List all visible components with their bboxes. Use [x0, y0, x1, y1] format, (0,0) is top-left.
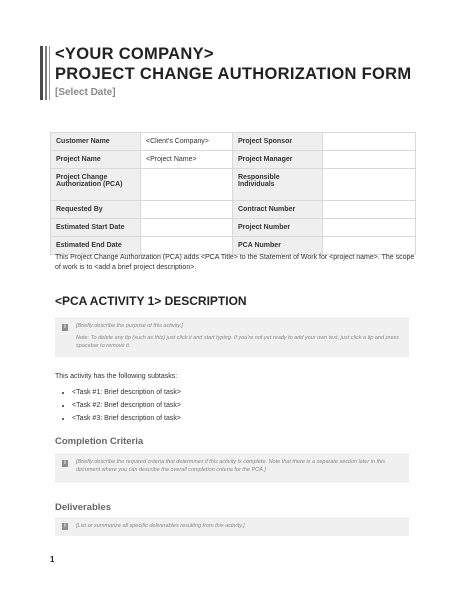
value-customer-name[interactable]: <Client's Company>	[141, 133, 233, 151]
date-picker-field[interactable]: [Select Date]	[55, 87, 116, 98]
completion-criteria-heading[interactable]: Completion Criteria	[55, 436, 144, 447]
list-item[interactable]: • <Task #3: Brief description of task>	[72, 412, 181, 425]
label-customer-name: Customer Name	[51, 133, 141, 151]
task-list	[55, 386, 181, 425]
info-icon: i	[62, 460, 68, 467]
value-estimated-start-date[interactable]	[141, 219, 233, 237]
table-row	[51, 133, 416, 151]
value-project-manager[interactable]	[323, 151, 416, 169]
list-item[interactable]: • <Task #2: Brief description of task>	[72, 399, 181, 412]
value-requested-by[interactable]	[141, 201, 233, 219]
table-row	[51, 219, 416, 237]
deliverables-tip-text: [List or summarize all specific deliverables resulting from this activity.]	[76, 523, 245, 529]
table-row	[51, 201, 416, 219]
label-responsible-individuals: Responsible Individuals	[233, 169, 323, 201]
company-name[interactable]: <YOUR COMPANY>	[55, 45, 214, 63]
label-estimated-start-date: Estimated Start Date	[51, 219, 141, 237]
intro-paragraph[interactable]: This Project Change Authorization (PCA) adds <PCA Title> to the Statement of Work for <project name>. The scope of work is to <add a brief project description>.	[55, 254, 415, 271]
label-pca: Project Change Authorization (PCA)	[51, 169, 141, 201]
deliverables-tip-box[interactable]	[55, 517, 409, 536]
table-row	[51, 237, 416, 255]
label-requested-by: Requested By	[51, 201, 141, 219]
completion-tip-box[interactable]	[55, 453, 409, 483]
label-project-manager: Project Manager	[233, 151, 323, 169]
value-pca-number[interactable]	[323, 237, 416, 255]
info-icon: i	[62, 324, 68, 331]
table-row	[51, 169, 416, 201]
deliverables-heading[interactable]: Deliverables	[55, 502, 111, 513]
activity-tip-box[interactable]	[55, 317, 409, 357]
label-project-name: Project Name	[51, 151, 141, 169]
label-estimated-end-date: Estimated End Date	[51, 237, 141, 255]
value-project-sponsor[interactable]	[323, 133, 416, 151]
label-project-sponsor: Project Sponsor	[233, 133, 323, 151]
activity-tip-note: Note: To delete any tip (such as this) just click it and start typing. If you're not yet ready to add your own text, just click a tip and press spacebar to remove it.	[76, 335, 400, 349]
value-project-number[interactable]	[323, 219, 416, 237]
document-header	[55, 44, 411, 98]
value-pca[interactable]	[141, 169, 233, 201]
project-info-table	[50, 132, 416, 255]
label-pca-number: PCA Number	[233, 237, 323, 255]
list-item[interactable]: • <Task #1: Brief description of task>	[72, 386, 181, 399]
value-estimated-end-date[interactable]	[141, 237, 233, 255]
value-contract-number[interactable]	[323, 201, 416, 219]
form-title[interactable]: PROJECT CHANGE AUTHORIZATION FORM	[55, 65, 412, 83]
subtasks-intro[interactable]: This activity has the following subtasks:	[55, 373, 178, 380]
activity-heading[interactable]: <PCA ACTIVITY 1> DESCRIPTION	[55, 294, 247, 308]
label-contract-number: Contract Number	[233, 201, 323, 219]
table-row	[51, 151, 416, 169]
value-responsible-individuals[interactable]	[323, 169, 416, 201]
value-project-name[interactable]: <Project Name>	[141, 151, 233, 169]
info-icon: i	[62, 523, 68, 530]
completion-tip-text: [Briefly describe the required criteria that determines if this activity is complete. Note that there is a separate section later in this document where you can describe the overall completion criteria for the PCA.]	[76, 459, 386, 473]
label-project-number: Project Number	[233, 219, 323, 237]
page-number: 1	[50, 555, 55, 564]
activity-tip-text: [Briefly describe the purpose of this activity.]	[76, 323, 183, 329]
header-accent-bars	[40, 46, 52, 100]
